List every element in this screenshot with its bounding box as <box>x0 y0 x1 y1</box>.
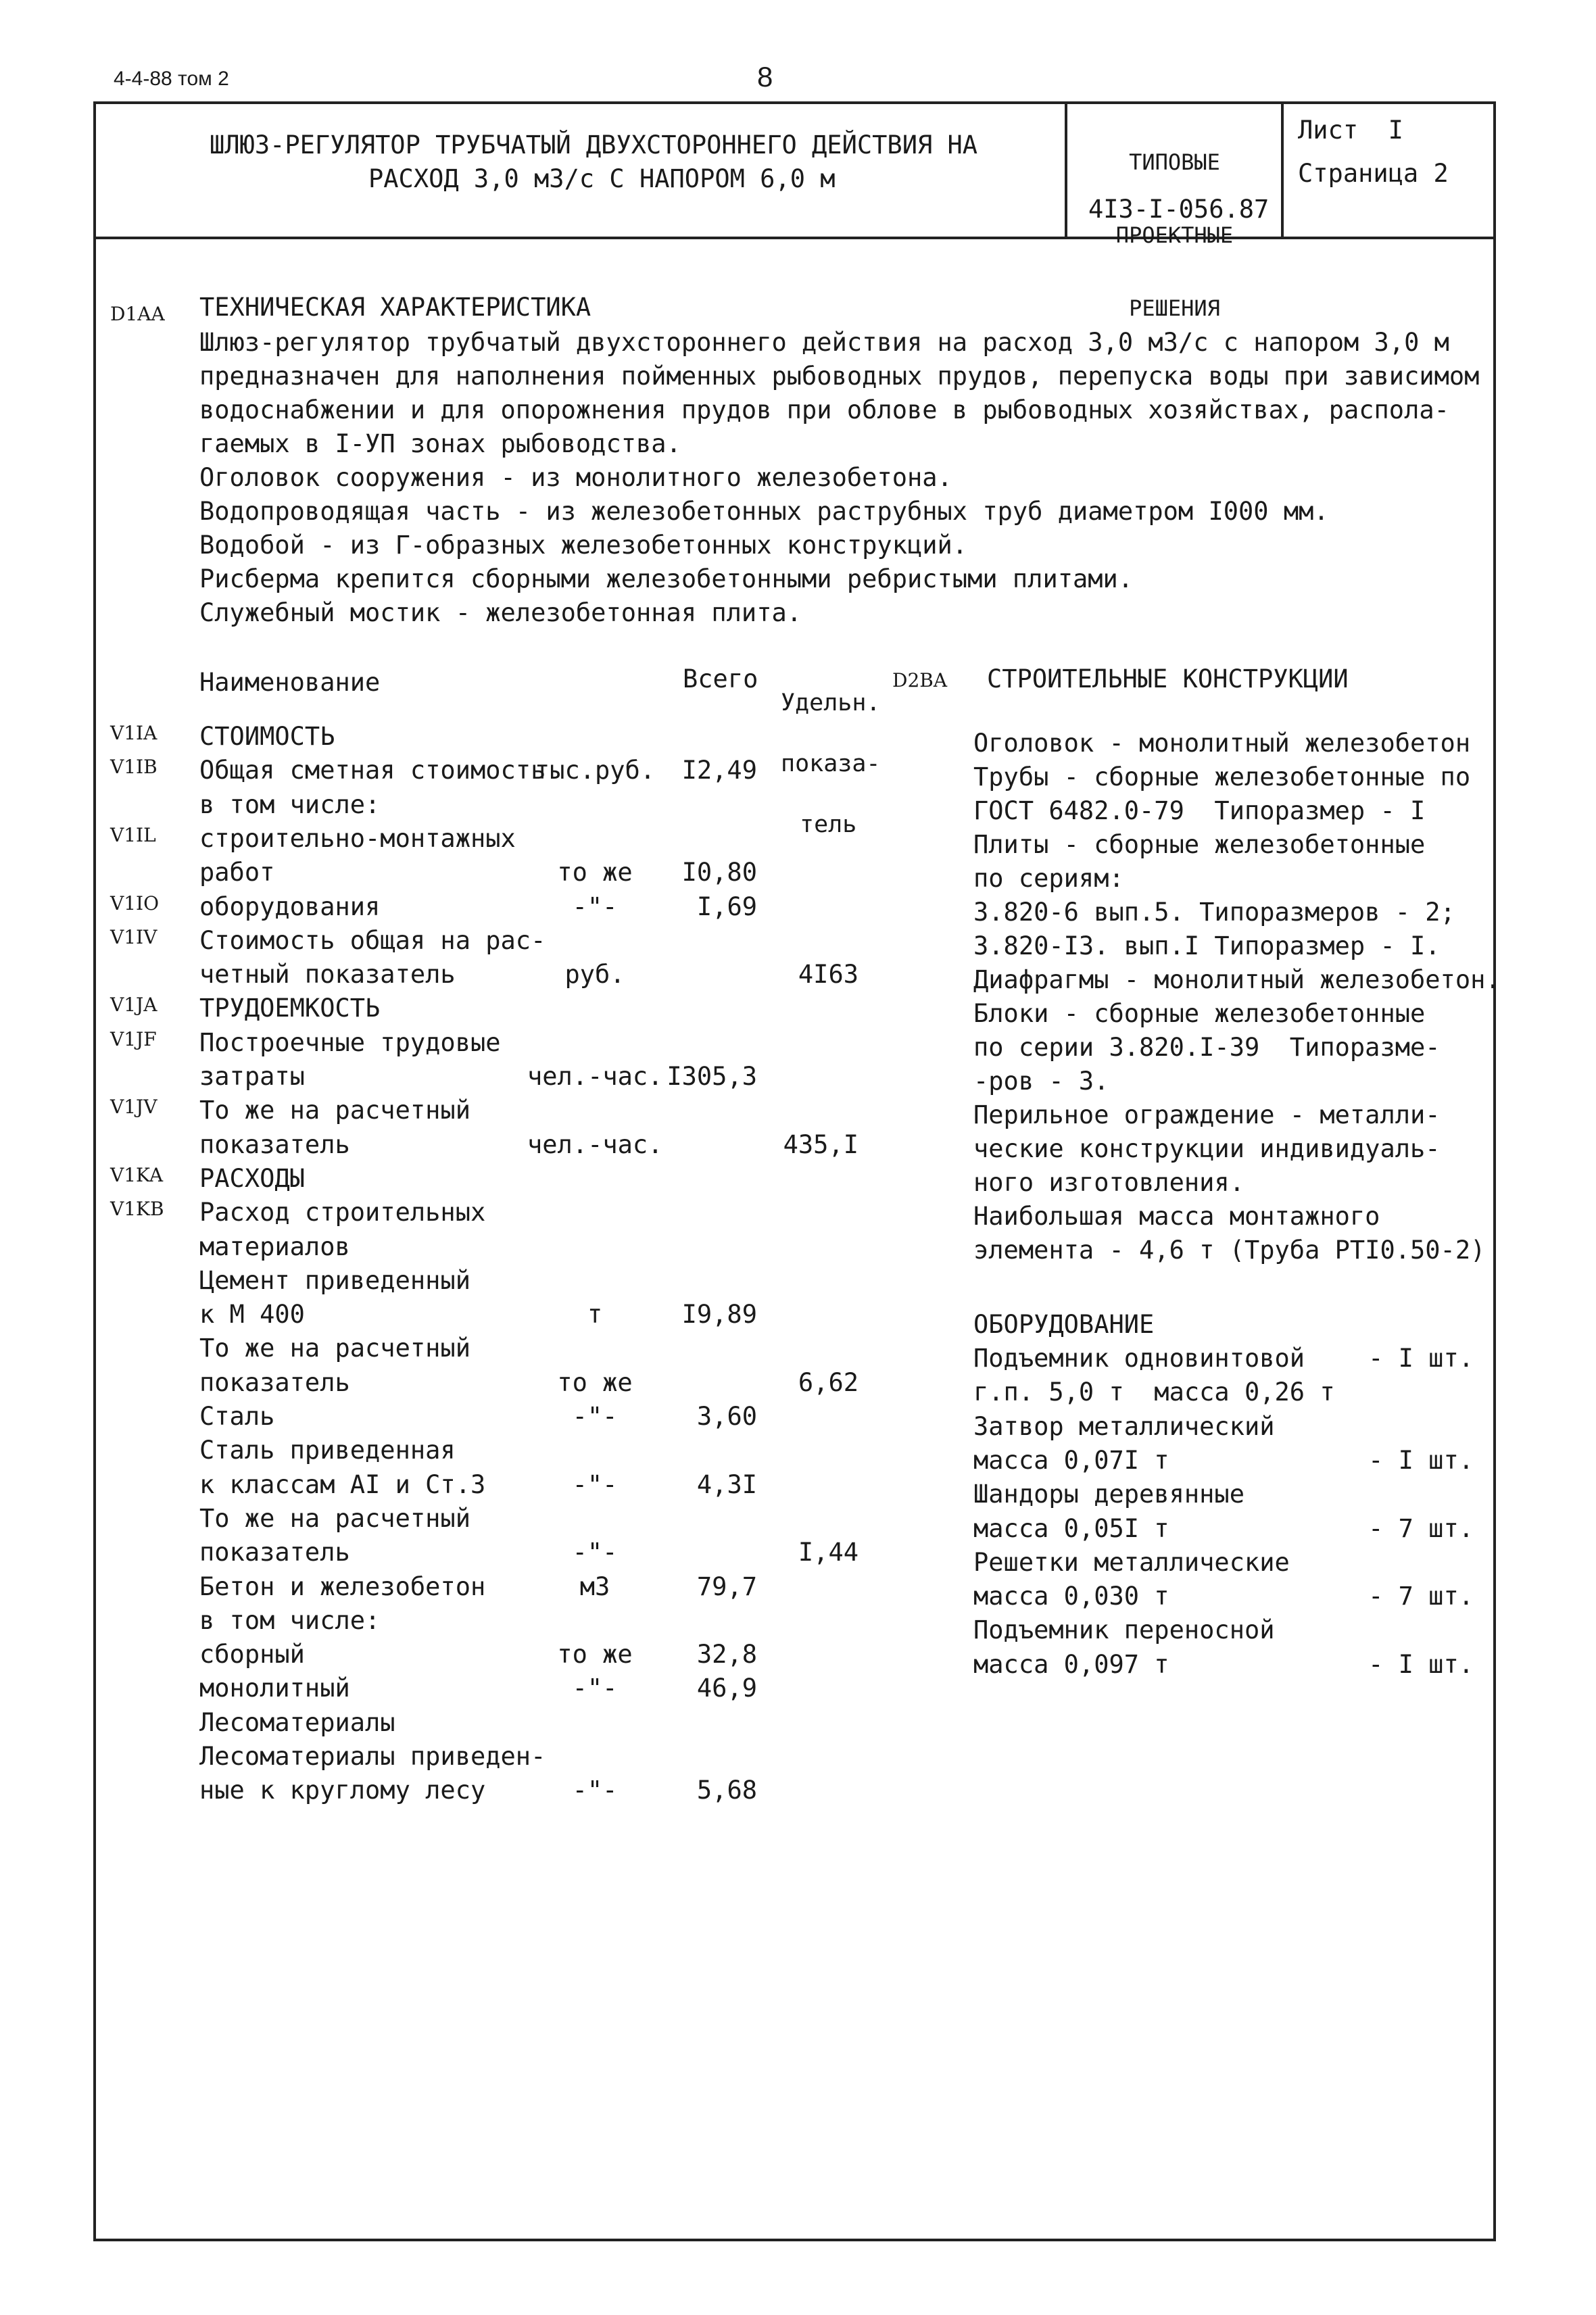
row-unit: -"- <box>572 892 618 921</box>
construction-list <box>973 727 1501 1267</box>
row-unit: руб. <box>564 960 625 990</box>
row-code: V1JA <box>110 994 158 1017</box>
construction-line: Плиты - сборные железобетонные <box>973 830 1426 859</box>
row-name: показатель <box>199 1538 350 1567</box>
row-total: I,69 <box>696 892 757 921</box>
row-unit: -"- <box>572 1402 618 1431</box>
row-specific: 6,62 <box>798 1367 859 1397</box>
row-unit: чел.-час. <box>527 1129 663 1159</box>
page-number: 8 <box>757 61 773 93</box>
row-specific: 4I63 <box>798 960 859 990</box>
title-block-divider <box>93 237 1496 239</box>
row-name: затраты <box>199 1062 305 1091</box>
row-specific: I,44 <box>798 1538 859 1567</box>
equipment-quantity: - I шт. <box>1368 1649 1474 1679</box>
stamp-line: ТИПОВЫЕ <box>1129 149 1220 175</box>
row-name: Лесоматериалы приведен- <box>199 1742 546 1771</box>
construction-line: по сериям: <box>973 864 1124 893</box>
row-unit: -"- <box>572 1776 618 1805</box>
row-name: к классам AI и Ст.3 <box>199 1469 486 1499</box>
row-unit: -"- <box>572 1469 618 1499</box>
equipment-item: масса 0,07I т <box>973 1445 1169 1475</box>
construction-line: ческие конструкции индивидуаль- <box>973 1134 1441 1163</box>
row-name: в том числе: <box>199 789 381 819</box>
row-total: 4,3I <box>696 1469 757 1499</box>
construction-line: Перильное ограждение - металли- <box>973 1100 1441 1129</box>
row-code: V1IV <box>110 925 158 948</box>
construction-line: 3.820-I3. вып.I Типоразмер - I. <box>973 931 1441 960</box>
document-title-line1: ШЛЮЗ-РЕГУЛЯТОР ТРУБЧАТЫЙ ДВУХСТОРОННЕГО ДЕЙСТВИЯ НА <box>210 130 978 160</box>
equipment-quantity: - 7 шт. <box>1368 1513 1474 1543</box>
row-name: Цемент приведенный <box>199 1265 470 1295</box>
equipment-quantity: - I шт. <box>1368 1445 1474 1475</box>
row-unit: то же <box>557 858 633 887</box>
title-block-separator <box>1281 101 1284 238</box>
equipment-quantity: - 7 шт. <box>1368 1582 1474 1611</box>
row-total: 46,9 <box>696 1674 757 1703</box>
row-name: Стоимость общая на рас- <box>199 925 546 955</box>
row-total: I305,3 <box>667 1062 757 1091</box>
construction-line: ного изготовления. <box>973 1168 1244 1197</box>
row-unit: тыс.руб. <box>534 756 656 785</box>
row-name: сборный <box>199 1640 305 1670</box>
row-code: V1JV <box>110 1096 158 1119</box>
column-header-total: Всего <box>683 664 758 693</box>
column-header-line: Удельн. <box>781 689 881 716</box>
construction-line: Диафрагмы - монолитный железобетон. <box>973 965 1501 994</box>
section-heading: ТЕХНИЧЕСКАЯ ХАРАКТЕРИСТИКА <box>199 293 591 322</box>
row-name: в том числе: <box>199 1605 381 1635</box>
row-name: Построечные трудовые <box>199 1027 501 1057</box>
row-code: V1IA <box>110 722 158 744</box>
row-name: монолитный <box>199 1674 350 1703</box>
row-specific: 435,I <box>783 1129 859 1159</box>
row-code: V1IB <box>110 756 158 779</box>
row-total: 32,8 <box>696 1640 757 1670</box>
row-total: 79,7 <box>696 1571 757 1601</box>
stamp-line: ПРОЕКТНЫЕ <box>1115 222 1234 248</box>
row-code: V1IL <box>110 823 156 846</box>
row-total: 5,68 <box>696 1776 757 1805</box>
equipment-heading: ОБОРУДОВАНИЕ <box>973 1310 1155 1339</box>
row-name: РАСХОДЫ <box>199 1163 305 1193</box>
row-name: показатель <box>199 1129 350 1159</box>
row-unit: м3 <box>579 1571 610 1601</box>
row-unit: то же <box>557 1640 633 1670</box>
construction-line: -ров - 3. <box>973 1067 1109 1096</box>
column-header-line: показа- <box>781 750 881 777</box>
row-unit: -"- <box>572 1538 618 1567</box>
description-line: гаемых в I-УП зонах рыбоводства. <box>199 429 681 458</box>
section-code: D1AA <box>110 303 165 325</box>
row-name: СТОИМОСТЬ <box>199 722 335 751</box>
row-name: строительно-монтажных <box>199 823 516 853</box>
column-header-line: тель <box>800 811 857 838</box>
document-reference: 4-4-88 том 2 <box>114 68 229 90</box>
row-code: V1KB <box>110 1198 164 1221</box>
row-name: То же на расчетный <box>199 1334 470 1363</box>
equipment-item: Решетки металлические <box>973 1547 1290 1577</box>
row-name: материалов <box>199 1232 350 1261</box>
row-total: I9,89 <box>681 1300 757 1330</box>
stamp-code: 4I3-I-056.87 <box>1088 195 1269 224</box>
row-code: V1JF <box>110 1027 157 1050</box>
description-line: Служебный мостик - железобетонная плита. <box>199 598 802 627</box>
equipment-item: масса 0,05I т <box>973 1513 1169 1543</box>
equipment-item: г.п. 5,0 т масса 0,26 т <box>973 1378 1335 1407</box>
description-line: Оголовок сооружения - из монолитного железобетона. <box>199 463 952 492</box>
row-name: работ <box>199 858 275 887</box>
row-name: Бетон и железобетон <box>199 1571 486 1601</box>
row-name: Лесоматериалы <box>199 1707 395 1737</box>
row-name: Общая сметная стоимость <box>199 756 546 785</box>
construction-line: Трубы - сборные железобетонные по <box>973 762 1471 791</box>
section-code: D2BA <box>892 669 948 691</box>
row-total: I2,49 <box>681 756 757 785</box>
construction-line: элемента - 4,6 т (Труба РТI0.50-2) <box>973 1236 1486 1265</box>
description-text <box>199 326 1479 630</box>
equipment-quantity: - I шт. <box>1368 1344 1474 1373</box>
column-header-specific <box>781 652 881 855</box>
construction-line: ГОСТ 6482.0-79 Типоразмер - I <box>973 796 1426 825</box>
row-name: четный показатель <box>199 960 456 990</box>
row-code: V1IO <box>110 892 160 915</box>
construction-line: 3.820-6 вып.5. Типоразмеров - 2; <box>973 898 1455 927</box>
row-name: показатель <box>199 1367 350 1397</box>
construction-line: Оголовок - монолитный железобетон <box>973 729 1471 758</box>
stamp-line: РЕШЕНИЯ <box>1129 295 1220 321</box>
row-name: Сталь приведенная <box>199 1436 456 1465</box>
row-name: Сталь <box>199 1402 275 1431</box>
row-unit: т <box>587 1300 603 1330</box>
equipment-item: Подъемник переносной <box>973 1615 1275 1645</box>
row-name: То же на расчетный <box>199 1503 470 1533</box>
equipment-item: Подъемник одновинтовой <box>973 1344 1305 1373</box>
equipment-item: Затвор металлический <box>973 1411 1275 1441</box>
row-unit: чел.-час. <box>527 1062 663 1091</box>
row-name: оборудования <box>199 892 381 921</box>
description-line: Шлюз-регулятор трубчатый двухстороннего действия на расход 3,0 м3/с с напором 3,0 м <box>199 328 1449 357</box>
row-name: к М 400 <box>199 1300 305 1330</box>
equipment-item: масса 0,030 т <box>973 1582 1169 1611</box>
row-code: V1KA <box>110 1163 164 1186</box>
sheet-label: Лист I <box>1298 116 1403 145</box>
row-name: ТРУДОЕМКОСТЬ <box>199 994 381 1023</box>
row-name: То же на расчетный <box>199 1096 470 1125</box>
document-title-line2: РАСХОД 3,0 м3/с С НАПОРОМ 6,0 м <box>368 164 836 193</box>
description-line: предназначен для наполнения пойменных рыбоводных прудов, перепуска воды при зависимом <box>199 362 1480 391</box>
description-line: Водобой - из Г-образных железобетонных конструкций. <box>199 531 968 560</box>
description-line: водоснабжении и для опорожнения прудов при облове в рыбоводных хозяйствах, распола- <box>199 395 1449 424</box>
row-total: I0,80 <box>681 858 757 887</box>
title-block-separator <box>1065 101 1067 238</box>
equipment-item: масса 0,097 т <box>973 1649 1169 1679</box>
description-line: Рисберма крепится сборными железобетонными ребристыми плитами. <box>199 564 1134 593</box>
right-section-heading: СТРОИТЕЛЬНЫЕ КОНСТРУКЦИИ <box>987 664 1349 693</box>
column-header-name: Наименование <box>199 668 381 697</box>
row-unit: -"- <box>572 1674 618 1703</box>
row-total: 3,60 <box>696 1402 757 1431</box>
row-name: Расход строительных <box>199 1198 486 1227</box>
page-label: Страница 2 <box>1298 159 1449 188</box>
construction-line: Наибольшая масса монтажного <box>973 1202 1380 1231</box>
construction-line: по серии 3.820.I-39 Типоразме- <box>973 1033 1441 1062</box>
equipment-item: Шандоры деревянные <box>973 1480 1244 1509</box>
row-unit: то же <box>557 1367 633 1397</box>
row-name: ные к круглому лесу <box>199 1776 486 1805</box>
description-line: Водопроводящая часть - из железобетонных раструбных труб диаметром I000 мм. <box>199 497 1329 526</box>
construction-line: Блоки - сборные железобетонные <box>973 999 1426 1028</box>
